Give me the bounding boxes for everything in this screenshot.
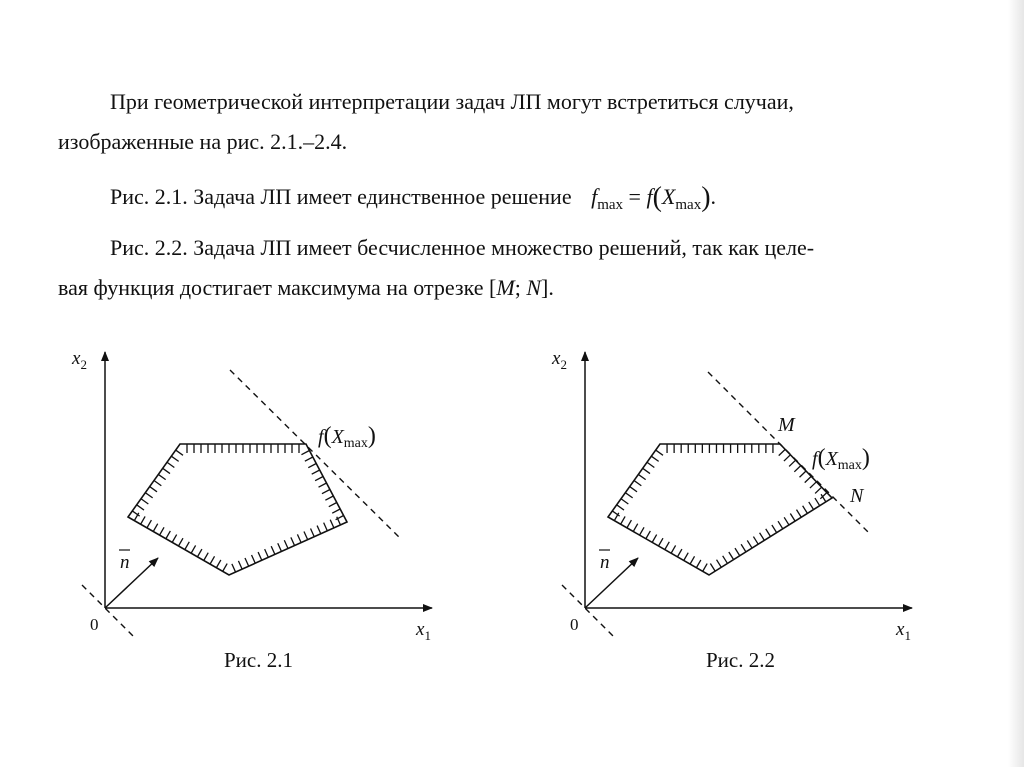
hatch-mark xyxy=(789,460,795,466)
hatch-mark xyxy=(141,499,148,504)
hatch-mark xyxy=(772,525,777,533)
gradient-vector xyxy=(105,558,158,608)
hatch-mark xyxy=(684,553,688,561)
hatch-marks xyxy=(132,444,343,572)
hatch-mark xyxy=(258,552,262,560)
hatch-mark xyxy=(766,529,771,537)
hatch-mark xyxy=(723,556,728,564)
objective-line xyxy=(230,370,400,538)
fxmax-label: $f(X_{max})$ xyxy=(318,423,376,451)
hatch-mark xyxy=(638,474,645,479)
hatch-mark xyxy=(805,476,811,482)
hatch-mark xyxy=(311,529,315,537)
caption-fig-2-2: Рис. 2.2 xyxy=(706,648,775,672)
hatch-mark xyxy=(690,556,694,564)
hatch-mark xyxy=(238,561,242,569)
hatch-mark xyxy=(634,481,641,486)
hatch-mark xyxy=(778,521,783,529)
objective-line xyxy=(708,372,870,534)
hatch-mark xyxy=(324,523,328,531)
hatch-mark xyxy=(163,468,170,473)
hatch-mark xyxy=(717,560,722,568)
fig1-description: Рис. 2.1. Задача ЛП имеет единственное решение xyxy=(110,184,572,209)
hatch-mark xyxy=(671,545,675,553)
vector-n-label: n xyxy=(600,552,610,573)
hatch-mark xyxy=(317,526,321,534)
hatch-mark xyxy=(796,510,801,518)
hatch-mark xyxy=(646,531,650,539)
hatch-mark xyxy=(271,546,275,554)
hatch-mark xyxy=(621,499,628,504)
paragraph-fig2 xyxy=(58,228,938,308)
hatch-mark xyxy=(308,464,316,468)
hatch-mark xyxy=(216,560,220,568)
point-m-label: M xyxy=(778,414,795,436)
paragraph-fig1 xyxy=(58,177,938,225)
hatch-mark xyxy=(147,520,151,528)
hatch-mark xyxy=(158,474,165,479)
hatch-mark xyxy=(640,527,644,535)
hatch-mark xyxy=(245,558,249,566)
formula-fmax: $f_{max} = f(X_{max})$. xyxy=(591,182,717,213)
hatch-mark xyxy=(223,564,227,572)
hatch-mark xyxy=(779,449,785,455)
origin-label: 0 xyxy=(90,615,99,634)
hatch-mark xyxy=(145,493,152,498)
hatch-mark xyxy=(652,535,656,543)
hatch-mark xyxy=(191,545,195,553)
hatch-mark xyxy=(304,531,308,539)
axis-x2-label: $x_2$ xyxy=(552,348,567,372)
hatch-mark xyxy=(141,516,145,524)
hatch-mark xyxy=(252,555,256,563)
hatch-mark xyxy=(291,537,295,545)
hatch-mark xyxy=(284,540,288,548)
feasible-region-polygon xyxy=(128,444,347,575)
fig2-line-1: Рис. 2.2. Задача ЛП имеет бесчисленное множество решений, так как целе- xyxy=(110,235,815,260)
intro-line-1: При геометрической интерпретации задач ЛП могут встретиться случаи, xyxy=(110,89,794,114)
hatch-mark xyxy=(305,457,313,461)
hatch-mark xyxy=(232,564,236,572)
figure-2-1 xyxy=(60,338,450,643)
hatch-mark xyxy=(760,533,765,541)
hatch-mark xyxy=(800,471,806,477)
hatch-mark xyxy=(627,520,631,528)
hatch-mark xyxy=(753,537,758,545)
hatch-mark xyxy=(784,517,789,525)
fig2-line-2: вая функция достигает максимума на отрезке [M; N]. xyxy=(58,275,554,300)
hatch-mark xyxy=(150,487,157,492)
hatch-mark xyxy=(710,564,715,572)
hatch-mark xyxy=(815,498,820,506)
hatch-mark xyxy=(625,493,632,498)
hatch-mark xyxy=(197,549,201,557)
hatch-mark xyxy=(179,538,183,546)
hatch-mark xyxy=(204,553,208,561)
hatch-mark xyxy=(696,560,700,568)
axis-x1-label: $x_1$ xyxy=(896,619,911,643)
axis-x1-label: $x_1$ xyxy=(416,619,431,643)
hatch-mark xyxy=(809,502,814,510)
hatch-mark xyxy=(319,483,327,487)
hatch-mark xyxy=(297,534,301,542)
hatch-mark xyxy=(741,544,746,552)
hatch-mark xyxy=(810,482,816,488)
hatch-mark xyxy=(815,487,821,493)
intro-line-2: изображенные на рис. 2.1.–2.4. xyxy=(58,129,348,154)
axis-x2-label: $x_2$ xyxy=(72,348,87,372)
hatch-mark xyxy=(166,531,170,539)
hatch-mark xyxy=(677,549,681,557)
hatch-mark xyxy=(322,490,330,494)
hatch-mark xyxy=(656,450,663,455)
slide-edge-shadow xyxy=(1008,0,1024,767)
point-n-label: N xyxy=(850,485,864,507)
hatch-mark xyxy=(167,462,174,467)
hatch-mark xyxy=(633,524,637,532)
vector-n-label: n xyxy=(120,552,130,573)
hatch-mark xyxy=(330,520,334,528)
hatch-mark xyxy=(278,543,282,551)
hatch-mark xyxy=(137,505,144,510)
hatch-mark xyxy=(729,552,734,560)
hatch-mark xyxy=(784,455,790,461)
hatch-mark xyxy=(735,548,740,556)
hatch-mark xyxy=(265,549,269,557)
paragraph-intro xyxy=(58,82,938,162)
hatch-mark xyxy=(621,516,625,524)
hatch-mark xyxy=(172,535,176,543)
hatch-mark xyxy=(301,451,309,455)
hatch-mark xyxy=(659,538,663,546)
hatch-mark xyxy=(329,503,337,507)
hatch-mark xyxy=(153,524,157,532)
caption-fig-2-1: Рис. 2.1 xyxy=(224,648,293,672)
hatch-mark xyxy=(312,470,320,474)
hatch-mark xyxy=(794,466,800,472)
origin-label: 0 xyxy=(570,615,579,634)
hatch-mark xyxy=(332,509,340,513)
feasible-region-polygon xyxy=(608,444,832,575)
hatch-mark xyxy=(617,505,624,510)
gradient-vector xyxy=(585,558,638,608)
hatch-mark xyxy=(651,456,658,461)
figure-2-2 xyxy=(540,338,930,643)
hatch-mark xyxy=(171,456,178,461)
hatch-mark xyxy=(185,542,189,550)
hatch-mark xyxy=(665,542,669,550)
hatch-mark xyxy=(160,527,164,535)
hatch-mark xyxy=(703,564,707,572)
hatch-mark xyxy=(803,506,808,514)
hatch-marks xyxy=(612,444,826,571)
hatch-mark xyxy=(176,450,183,455)
hatch-mark xyxy=(747,540,752,548)
hatch-mark xyxy=(154,481,161,486)
hatch-mark xyxy=(210,556,214,564)
hatch-mark xyxy=(790,513,795,521)
fxmax-label: $f(X_{max})$ xyxy=(812,445,870,473)
hatch-mark xyxy=(643,468,650,473)
hatch-mark xyxy=(647,462,654,467)
hatch-mark xyxy=(315,477,323,481)
hatch-mark xyxy=(325,496,333,500)
hatch-mark xyxy=(630,487,637,492)
